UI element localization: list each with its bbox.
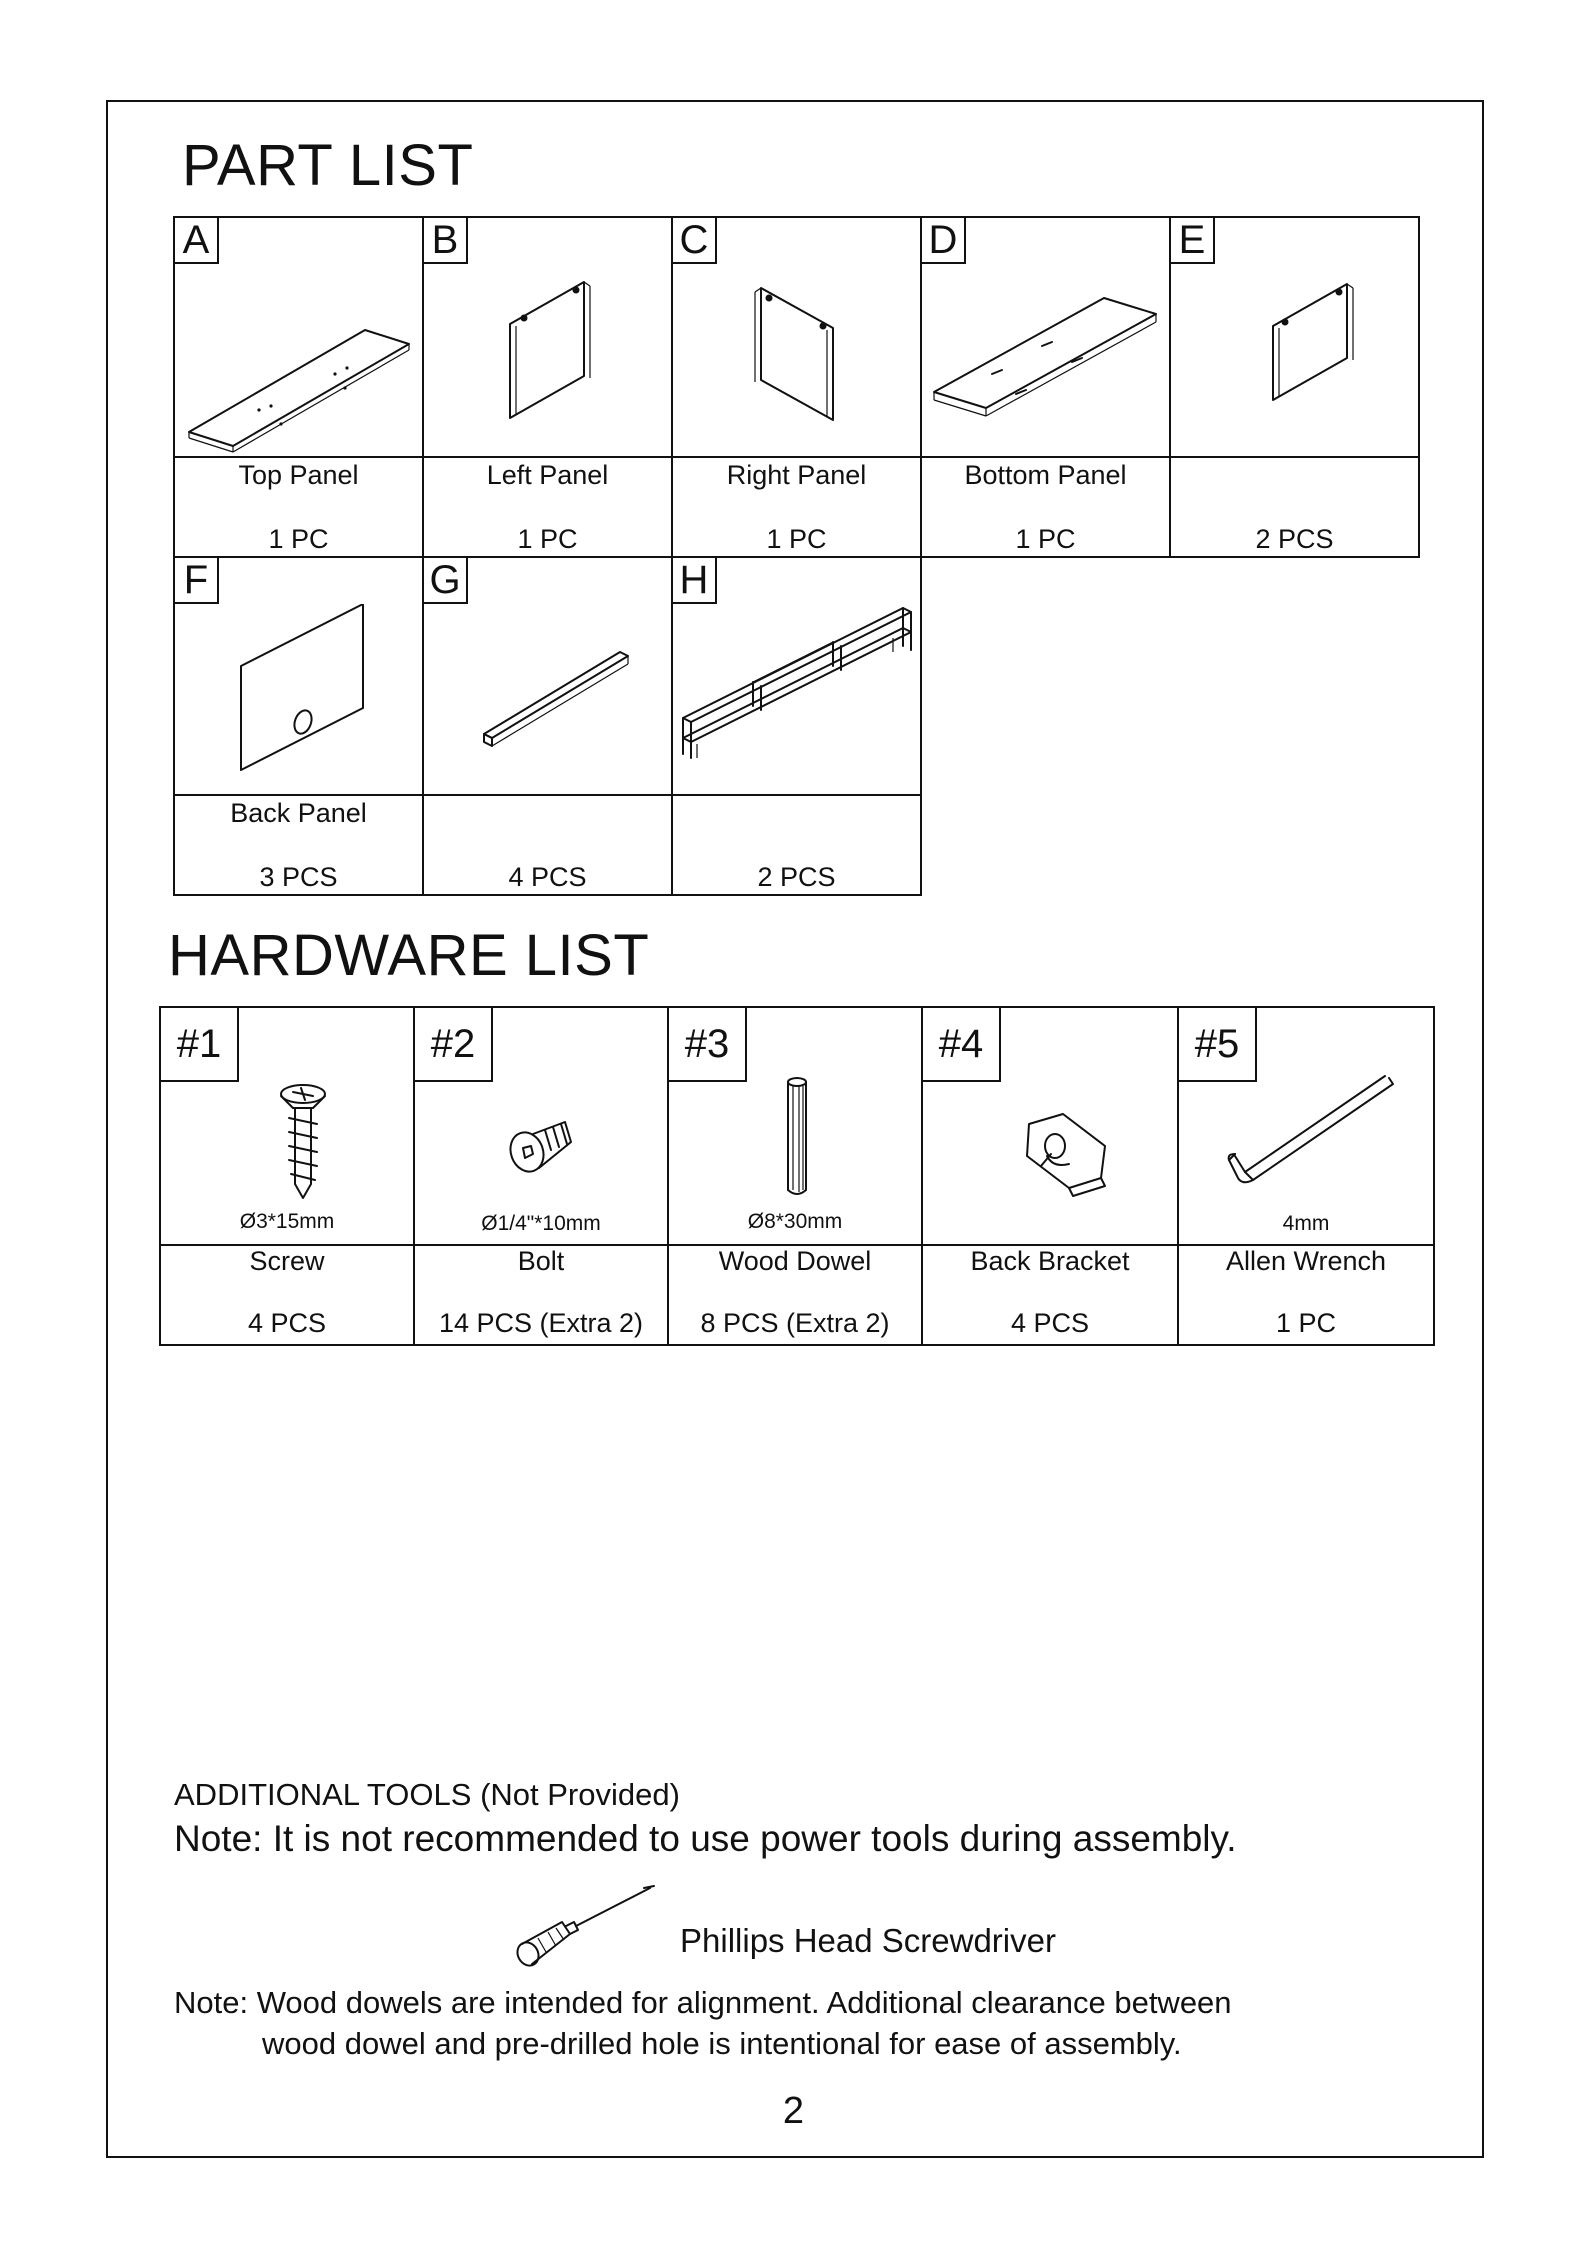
wood-dowel-icon — [669, 1072, 921, 1212]
part-name: Right Panel — [726, 460, 867, 490]
back-bracket-icon — [923, 1106, 1177, 1216]
hardware-info-3 — [667, 1244, 923, 1346]
hardware-number: #4 — [923, 1008, 1001, 1082]
hardware-number: #2 — [415, 1008, 493, 1082]
part-info-c — [671, 456, 922, 558]
hardware-name: Screw — [249, 1246, 325, 1276]
part-cell-c — [671, 216, 922, 458]
part-letter: E — [1171, 218, 1215, 264]
part-letter: G — [424, 558, 468, 604]
hardware-qty: 4 PCS — [1010, 1308, 1090, 1338]
screw-icon — [161, 1084, 413, 1214]
additional-tools-title: ADDITIONAL TOOLS (Not Provided) — [174, 1777, 680, 1812]
hardware-name: Bolt — [517, 1246, 565, 1276]
part-letter: F — [175, 558, 219, 604]
part-cell-d — [920, 216, 1171, 458]
tool-name: Phillips Head Screwdriver — [680, 1922, 1056, 1959]
part-info-b — [422, 456, 673, 558]
screwdriver-icon — [508, 1882, 658, 1972]
part-qty: 4 PCS — [508, 862, 587, 892]
part-info-a — [173, 456, 424, 558]
part-cell-e — [1169, 216, 1420, 458]
part-qty: 2 PCS — [757, 862, 836, 892]
hardware-number: #1 — [161, 1008, 239, 1082]
part-info-f — [173, 794, 424, 896]
back-panel-icon — [175, 604, 422, 792]
hardware-spec: Ø8*30mm — [747, 1210, 843, 1233]
divider-panel-icon — [1171, 264, 1418, 454]
power-tools-note: Note: It is not recommended to use power tools during assembly. — [174, 1818, 1237, 1859]
part-name: Back Panel — [230, 798, 367, 828]
page-number: 2 — [782, 2090, 805, 2132]
hardware-spec: Ø3*15mm — [239, 1210, 335, 1233]
part-cell-g — [422, 556, 673, 796]
hardware-name: Allen Wrench — [1225, 1246, 1387, 1276]
hardware-cell-5 — [1177, 1006, 1435, 1246]
part-name: Left Panel — [486, 460, 609, 490]
part-cell-a — [173, 216, 424, 458]
part-qty: 1 PC — [766, 524, 827, 554]
part-name: Bottom Panel — [964, 460, 1127, 490]
part-letter: H — [673, 558, 717, 604]
hardware-number: #5 — [1179, 1008, 1257, 1082]
part-cell-b — [422, 216, 673, 458]
hardware-qty: 8 PCS (Extra 2) — [700, 1308, 890, 1338]
bottom-panel-icon — [922, 264, 1169, 454]
hardware-list-title: HARDWARE LIST — [168, 923, 650, 988]
part-info-d — [920, 456, 1171, 558]
hardware-qty: 1 PC — [1275, 1308, 1337, 1338]
left-panel-icon — [424, 264, 671, 454]
part-info-h — [671, 794, 922, 896]
part-cell-f — [173, 556, 424, 796]
part-name: Top Panel — [238, 460, 359, 490]
part-list-title: PART LIST — [182, 133, 474, 198]
part-letter: A — [175, 218, 219, 264]
part-letter: C — [673, 218, 717, 264]
part-qty: 2 PCS — [1255, 524, 1334, 554]
part-info-g — [422, 794, 673, 896]
dowel-note-line-2: wood dowel and pre-drilled hole is intentional for ease of assembly. — [262, 2026, 1182, 2061]
hardware-info-2 — [413, 1244, 669, 1346]
hardware-cell-4 — [921, 1006, 1179, 1246]
bolt-icon — [415, 1098, 667, 1208]
part-letter: D — [922, 218, 966, 264]
part-qty: 1 PC — [517, 524, 578, 554]
part-qty: 1 PC — [1015, 524, 1076, 554]
hardware-spec: Ø1/4"*10mm — [481, 1212, 601, 1235]
hardware-name: Back Bracket — [970, 1246, 1130, 1276]
part-qty: 3 PCS — [259, 862, 338, 892]
dowel-alignment-note — [174, 1982, 1404, 2064]
allen-wrench-icon — [1179, 1068, 1433, 1208]
top-panel-icon — [175, 264, 422, 454]
rod-icon — [424, 604, 671, 792]
hardware-info-5 — [1177, 1244, 1435, 1346]
hardware-cell-3 — [667, 1006, 923, 1246]
hardware-name: Wood Dowel — [718, 1246, 872, 1276]
part-info-e — [1169, 456, 1420, 558]
hardware-cell-2 — [413, 1006, 669, 1246]
right-panel-icon — [673, 264, 920, 454]
hardware-number: #3 — [669, 1008, 747, 1082]
part-cell-h — [671, 556, 922, 796]
rail-frame-icon — [673, 594, 920, 792]
hardware-info-4 — [921, 1244, 1179, 1346]
hardware-spec: 4mm — [1282, 1212, 1330, 1235]
hardware-info-1 — [159, 1244, 415, 1346]
dowel-note-line-1: Note: Wood dowels are intended for alignment. Additional clearance between — [174, 1985, 1232, 2020]
part-qty: 1 PC — [268, 524, 329, 554]
part-letter: B — [424, 218, 468, 264]
hardware-cell-1 — [159, 1006, 415, 1246]
hardware-qty: 14 PCS (Extra 2) — [438, 1308, 644, 1338]
hardware-qty: 4 PCS — [247, 1308, 327, 1338]
